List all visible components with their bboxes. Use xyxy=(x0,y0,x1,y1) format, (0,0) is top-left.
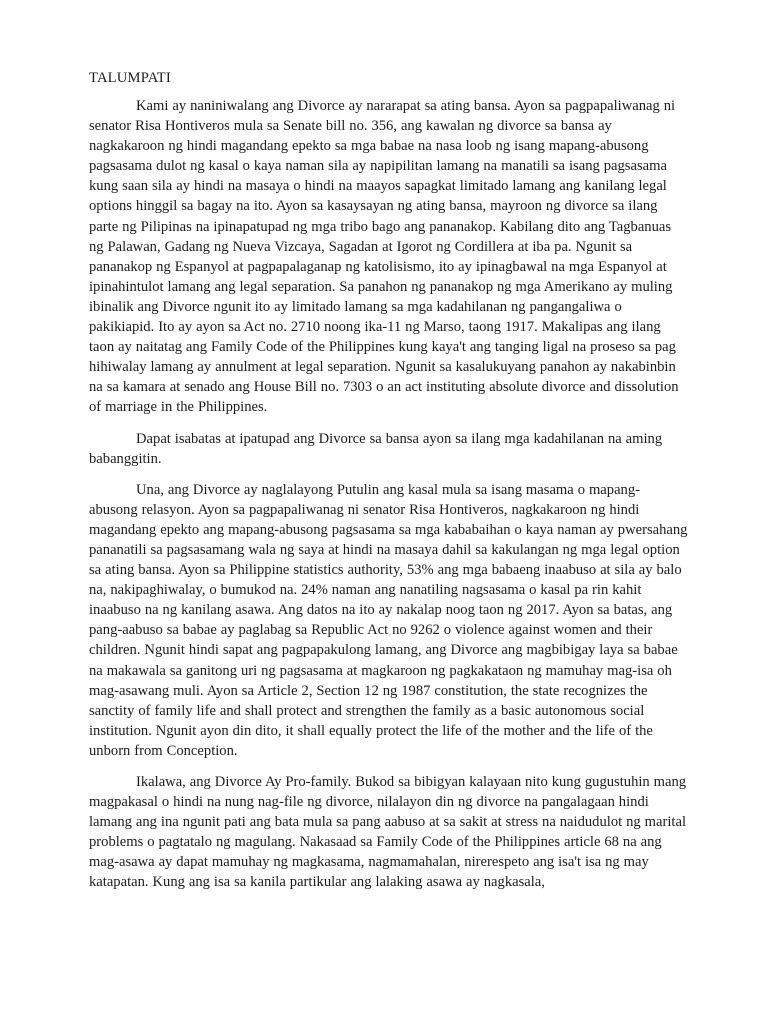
paragraph-first-reason: Una, ang Divorce ay naglalayong Putulin ang kasal mula sa isang masama o mapang-abusong relasyon. Ayon sa pagpapaliwanag ni senator Risa Hontiveros, nagkakaroon ng hindi magandang epekto ang mapang-abusong pagsasama sa mga kababaihan o kaya naman ay pwersahang pananatili sa pagsasamang wala ng saya at hindi na masaya dahil sa kakulangan ng mga legal option sa ating bansa. Ayon sa Philippine statistics authority, 53% ang mga babaeng inaabuso at sila ay balo na, nakipaghiwalay, o bumukod na. 24% naman ang nanatiling nagsasama o kasal pa rin kahit inaabuso na ng kanilang asawa. Ang datos na ito ay nakalap noog taon ng 2017. Ayon sa batas, ang pang-aabuso sa babae ay paglabag sa Republic Act no 9262 o violence against women and their children. Ngunit hindi sapat ang pagpapakulong lamang, ang Divorce ang magbibigay laya sa babae na makawala sa ganitong uri ng pagsasama at magkaroon ng pagkakataon ng mamuhay mag-isa oh mag-asawang muli. Ayon sa Article 2, Section 12 ng 1987 constitution, the state recognizes the sanctity of family life and shall protect and strengthen the family as a basic autonomous social institution. Ngunit ayon din dito, it shall equally protect the life of the mother and the life of the unborn from Conception. xyxy=(89,481,688,759)
document-title: TALUMPATI xyxy=(89,70,171,86)
paragraph-second-reason: Ikalawa, ang Divorce Ay Pro-family. Bukod sa bibigyan kalayaan nito kung gugustuhin mang magpakasal o hindi na nung nag-file ng divorce, nilalayon din ng divorce na pangalagaan hindi lamang ang ina ngunit pati ang bata mula sa pang aabuso at sa sakit at stress na naidudulot ng marital problems o pagtatalo ng magulang. Nakasaad sa Family Code of the Philippines article 68 na ang mag-asawa ay dapat mamuhay ng magkasama, nagmamahalan, nirerespeto ang isa't isa ng may katapatan. Kung ang isa sa kanila partikular ang lalaking asawa ay nagkasala, xyxy=(89,774,687,891)
paragraph-intro: Kami ay naniniwalang ang Divorce ay nararapat sa ating bansa. Ayon sa pagpapaliwanag ni senator Risa Hontiveros mula sa Senate bill no. 356, ang kawalan ng divorce sa bansa ay nagkakaroon ng hindi magandang epekto sa mga babae na nasa loob ng isang mapang-abusong pagsasama dulot ng kasal o kaya naman sila ay napipilitan lamang na manatili sa isang pagsasama kung saan sila ay hindi na masaya o hindi na maayos sapagkat limitado lamang ang kanilang legal options hinggil sa bagay na ito. Ayon sa kasaysayan ng ating bansa, mayroon ng divorce sa ilang parte ng Pilipinas na ipinapatupad ng mga tribo bago ang pananakop. Kabilang dito ang Tagbanuas ng Palawan, Gadang ng Nueva Vizcaya, Sagadan at Igorot ng Cordillera at iba pa. Ngunit sa pananakop ng Espanyol at pagpapalaganap ng katolisismo, ito ay ipinagbawal na mga Espanyol at ipinahintulot lamang ang legal separation. Sa panahon ng pananakop ng mga Amerikano ay muling ibinalik ang Divorce ngunit ito ay limitado lamang sa mga kadahilanan ng pangangaliwa o pakikiapid. Ito ay ayon sa Act no. 2710 noong ika-11 ng Marso, taong 1917. Makalipas ang ilang taon ay naitatag ang Family Code of the Philippines kung kaya't ang tanging ligal na proseso sa pag hihiwalay lamang ay annulment at legal separation. Ngunit sa kasalukuyang panahon ay nakabinbin na sa kamara at senado ang House Bill no. 7303 o an act instituting absolute divorce and dissolution of marriage in the Philippines. xyxy=(89,98,679,416)
paragraph-thesis: Dapat isabatas at ipatupad ang Divorce sa bansa ayon sa ilang mga kadahilanan na aming babanggitin. xyxy=(89,430,663,467)
